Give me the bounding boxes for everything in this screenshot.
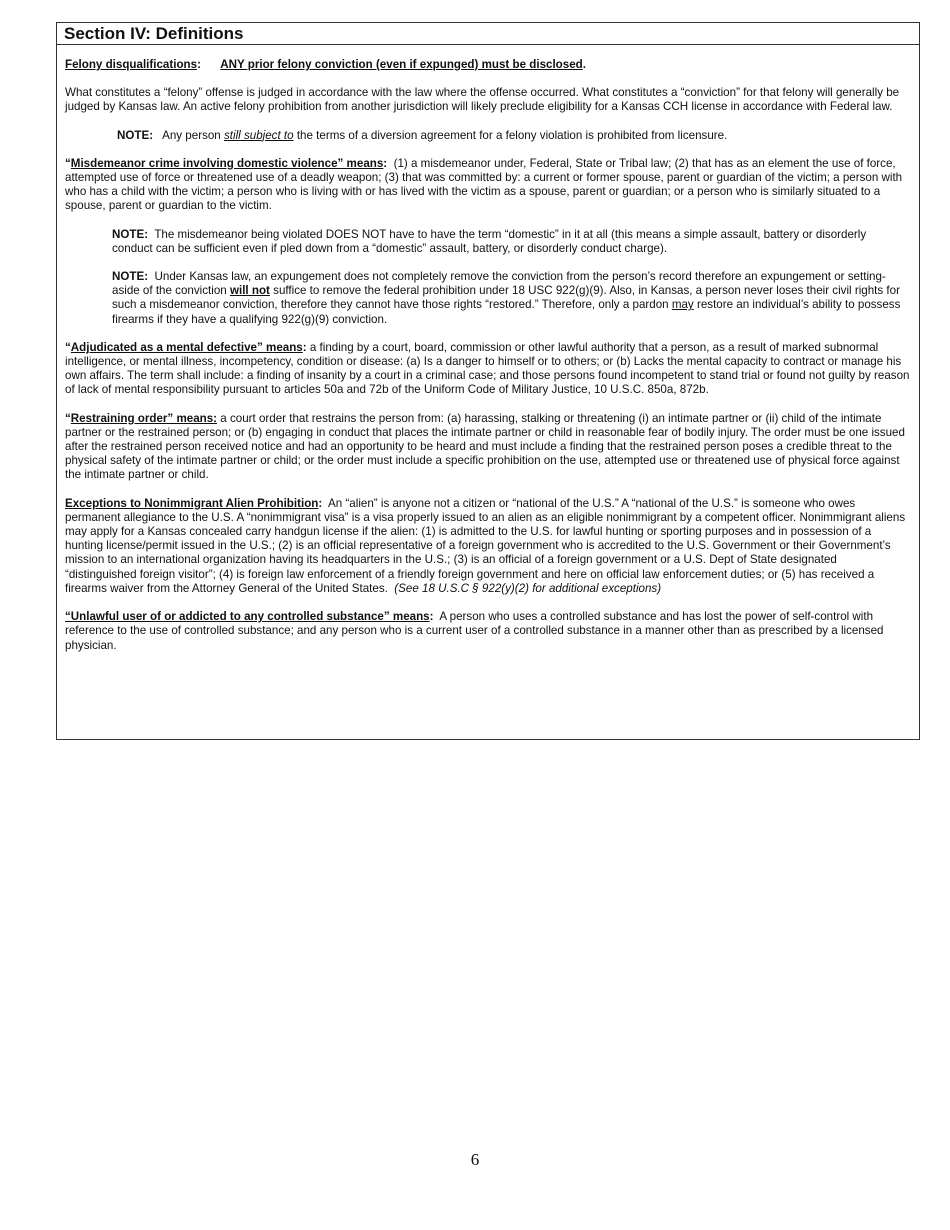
- controlled-text: A person who uses a controlled substance and has lost the power of self-control with reference to the use of controlled substance; and any person who is a current user of a controlled substance in a manner other than as prescribed by a licensed physician.: [65, 610, 884, 652]
- misdemeanor-note-2-pre: Under Kansas law, an expungement does not completely remove the conviction from the person’s record therefore an expungement or setting-aside of the conviction: [112, 270, 886, 298]
- felony-headline-end: .: [582, 58, 586, 71]
- controlled-colon: :: [429, 610, 434, 624]
- felony-note-em: still subject to: [224, 128, 294, 142]
- alien-label: Exceptions to Nonimmigrant Alien Prohibition: [65, 496, 319, 510]
- misdemeanor-note-2-bold: will not: [229, 284, 270, 298]
- alien-citation: (See 18 U.S.C § 922(y)(2) for additional exceptions): [394, 581, 662, 595]
- restraining-label: Restraining order” means:: [70, 411, 218, 425]
- misdemeanor-note-2-post: restore an individual’s ability to possess firearms if they have a qualifying 922(g)(9) conviction.: [112, 298, 901, 326]
- misdemeanor-definition: [65, 157, 911, 214]
- controlled-label: “Unlawful user of or addicted to any controlled substance” means: [65, 610, 430, 624]
- felony-label: Felony disqualifications: [65, 58, 198, 71]
- restraining-open-quote: “: [65, 411, 71, 425]
- mental-colon: :: [302, 340, 307, 354]
- misdemeanor-note-2-may: may: [671, 298, 694, 312]
- alien-colon: :: [318, 496, 323, 510]
- misdemeanor-note-1-text: The misdemeanor being violated DOES NOT have to have the term “domestic” in it at all (this means a simple assault, battery or disorderly conduct can be sufficient even if pled down from a “domestic” assault, battery, or disorderly conduct charge).: [112, 227, 867, 255]
- restraining-text: a court order that restrains the person from: (a) harassing, stalking or threatening (i) an intimate partner or (ii) child of the intimate partner or the restrained person; or (b) engaging in conduct that places the intimate partner or child in reasonable fear of bodily injury. The order must be one issued after the restrained person received notice and had an opportunity to be heard and must include a finding that the restrained person poses a credible threat to the physical safety of the intimate partner or child; or the order must include a specific prohibition on the use, attempted use or threatened use of physical force against the intimate partner or child.: [65, 411, 905, 482]
- felony-text: What constitutes a “felony” offense is judged in accordance with the law where the offense occurred. What constitutes a “conviction” for that felony will generally be judged by Kansas law. An active felony prohibition from another jurisdiction will likely preclude eligibility for a Kansas CCH license in accordance with Federal law.: [65, 86, 900, 114]
- alien-text: An “alien” is anyone not a citizen or “national of the U.S.” A “national of the U.S.” is someone who owes permanent allegiance to the U.S. A “nonimmigrant visa” is a visa properly issued to an alien as an eligible nonimmigrant by a competent officer. Nonimmigrant aliens may apply for a Kansas concealed carry handgun license if the alien: (1) is admitted to the U.S. for lawful hunting or sporting purposes and in possession of a hunting license/permit issued in the U.S.; (2) is an official representative of a foreign government who is accredited to the U.S. Government or their Government’s mission to an international organization having its headquarters in the U.S.; (3) is an official of a foreign government or a U.S. Dept of State designated “distinguished foreign visitor”; (4) is foreign law enforcement of a friendly foreign government and here on official law enforcement duties; or (5) has received a firearms waiver from the Attorney General of the United States.: [65, 496, 906, 595]
- felony-colon: :: [197, 58, 201, 71]
- section-title: Section IV: Definitions: [57, 23, 919, 45]
- mental-label: Adjudicated as a mental defective” means: [70, 340, 303, 354]
- alien-definition: [65, 497, 911, 596]
- controlled-definition: [65, 610, 911, 653]
- felony-note-label: NOTE:: [117, 128, 154, 142]
- misdemeanor-note-2-label: NOTE:: [112, 270, 149, 284]
- page-number: 6: [470, 1150, 480, 1169]
- misdemeanor-note-1: [112, 228, 905, 256]
- misdemeanor-colon: :: [383, 156, 388, 170]
- misdemeanor-note-2: [112, 270, 905, 327]
- felony-heading: [65, 58, 911, 72]
- misdemeanor-note-2-mid: suffice to remove the federal prohibition under 18 USC 922(g)(9). Also, in Kansas, a person never loses their civil rights for such a misdemeanor conviction, therefore they cannot have those rights “restored.” Therefore, only a pardon: [112, 284, 900, 312]
- mental-text: a finding by a court, board, commission or other lawful authority that a person, as a result of marked subnormal intelligence, or mental illness, incompetency, condition or disease: (a) Is a danger to himself or to others; or (b) Lacks the mental capacity to contract or manage his own affairs. The term shall include: a finding of insanity by a court in a criminal case; and those persons found incompetent to stand trial or found not guilty by reason of lack of mental responsibility pursuant to articles 50a and 72b of the Uniform Code of Military Justice, 10 U.S.C. 850a, 872b.: [65, 340, 910, 397]
- misdemeanor-open-quote: “: [65, 156, 71, 170]
- definitions-box: [56, 22, 920, 740]
- felony-note: [117, 129, 911, 143]
- felony-note-post: the terms of a diversion agreement for a felony violation is prohibited from licensure.: [296, 128, 728, 142]
- definitions-body: [57, 45, 919, 653]
- felony-note-pre: Any person: [162, 128, 221, 142]
- mental-open-quote: “: [65, 340, 71, 354]
- mental-definition: [65, 341, 911, 398]
- misdemeanor-note-1-label: NOTE:: [112, 227, 149, 241]
- felony-headline: ANY prior felony conviction (even if expunged) must be disclosed: [220, 58, 583, 71]
- misdemeanor-text: (1) a misdemeanor under, Federal, State or Tribal law; (2) that has as an element the use of force, attempted use of force or threatened use of a deadly weapon; (3) that was committed by: a current or former spouse, parent or guardian of the victim; a person with who has a child with the victim; a person who is living with or has lived with the victim as a spouse, parent or guardian; or a person who is similarly situated to a spouse, parent or guardian to the victim.: [65, 156, 903, 213]
- misdemeanor-label: Misdemeanor crime involving domestic violence” means: [70, 156, 384, 170]
- restraining-definition: [65, 412, 911, 483]
